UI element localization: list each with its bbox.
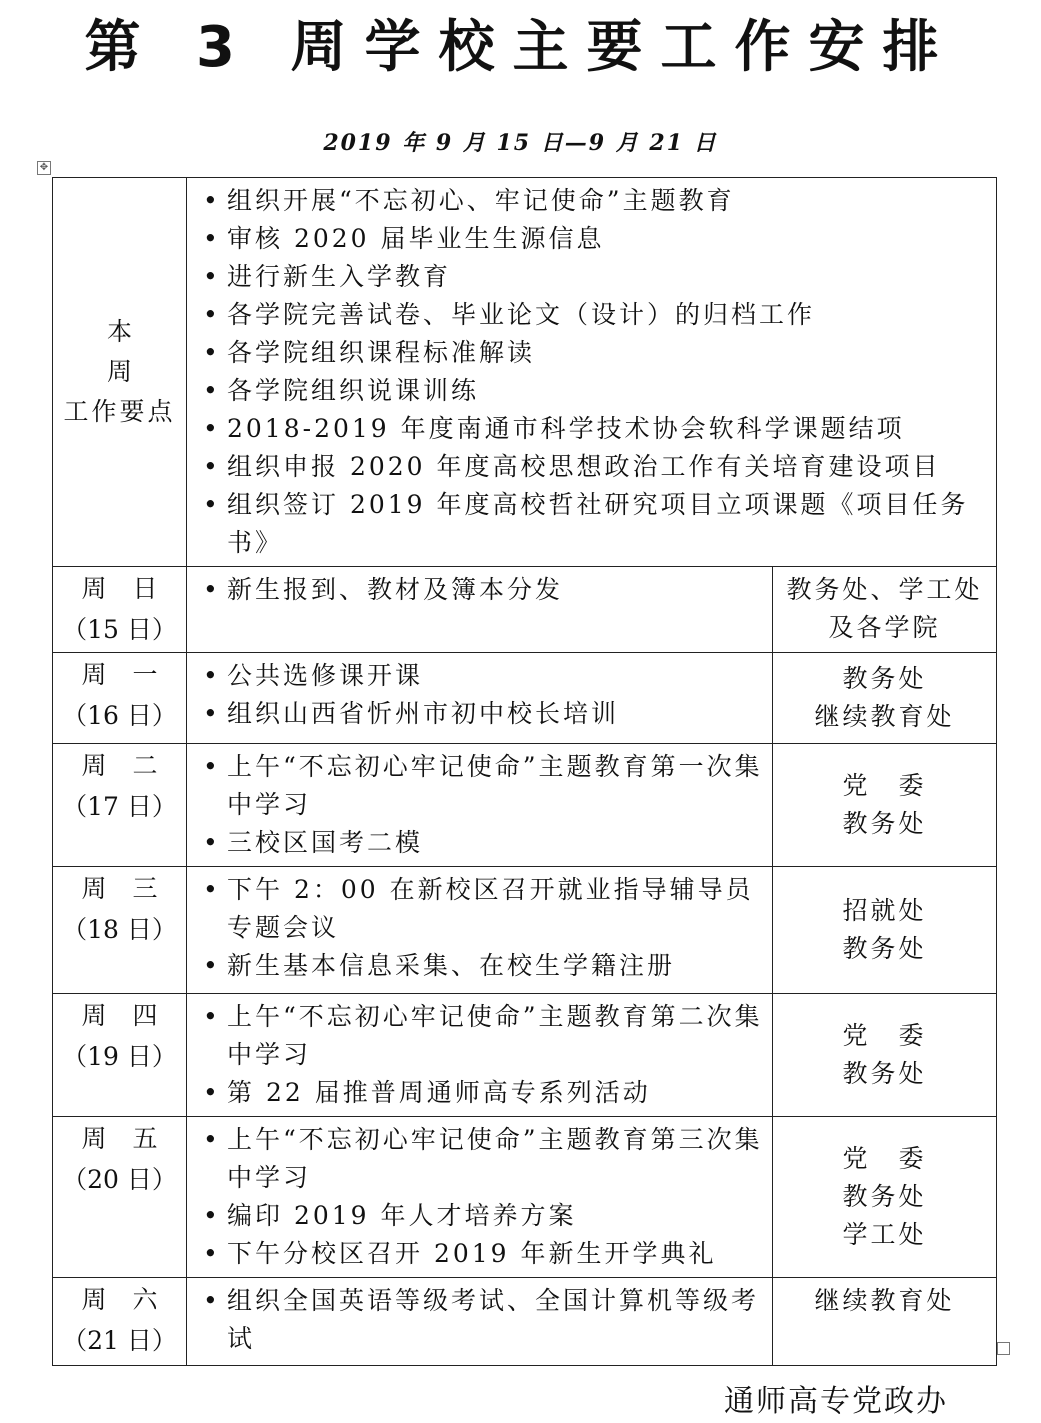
day-name: 周六 bbox=[81, 1285, 184, 1314]
focus-item: • 进行新生入学教育 bbox=[201, 258, 990, 296]
day-name: 周三 bbox=[81, 874, 184, 903]
dept-name: 党 委 bbox=[842, 771, 927, 800]
dept-cell bbox=[773, 1117, 997, 1278]
focus-item: • 各学院组织课程标准解读 bbox=[201, 334, 990, 372]
day-cell bbox=[53, 1117, 187, 1278]
dept-name: 教务处 bbox=[842, 934, 927, 963]
focus-items-cell bbox=[187, 178, 997, 567]
dept-cell bbox=[773, 567, 997, 653]
day-date: （15 日） bbox=[62, 615, 177, 644]
dept-name: 教务处、学工处 bbox=[786, 575, 983, 604]
day-row bbox=[53, 994, 997, 1117]
day-row bbox=[53, 744, 997, 867]
day-item: • 上午“不忘初心牢记使命”主题教育第二次集中学习 bbox=[201, 998, 766, 1074]
day-item: • 上午“不忘初心牢记使命”主题教育第三次集中学习 bbox=[201, 1121, 766, 1197]
focus-row bbox=[53, 178, 997, 567]
focus-item: • 组织开展“不忘初心、牢记使命”主题教育 bbox=[201, 182, 990, 220]
day-item: • 编印 2019 年人才培养方案 bbox=[201, 1197, 766, 1235]
focus-item: • 各学院组织说课训练 bbox=[201, 372, 990, 410]
dept-name: 学工处 bbox=[842, 1220, 927, 1249]
day-date: （19 日） bbox=[62, 1042, 177, 1071]
dept-name: 招就处 bbox=[842, 896, 927, 925]
day-cell bbox=[53, 867, 187, 994]
focus-item: • 各学院完善试卷、毕业论文（设计）的归档工作 bbox=[201, 296, 990, 334]
dept-name: 继续教育处 bbox=[814, 1286, 955, 1315]
day-items-list bbox=[187, 653, 772, 737]
footer-signature: 通师高专党政办 bbox=[724, 1384, 948, 1419]
dept-name: 党 委 bbox=[842, 1021, 927, 1050]
table-resize-handle[interactable] bbox=[997, 1342, 1010, 1355]
focus-list bbox=[187, 178, 996, 566]
focus-item: • 组织签订 2019 年度高校哲社研究项目立项课题《项目任务书》 bbox=[201, 486, 990, 562]
dept-cell bbox=[773, 994, 997, 1117]
day-items-cell bbox=[187, 867, 773, 994]
dept-cell bbox=[773, 653, 997, 744]
dept-name: 教务处 bbox=[842, 809, 927, 838]
schedule-table bbox=[52, 177, 997, 1366]
date-range: 2019 年 9 月 15 日—9 月 21 日 bbox=[323, 130, 718, 156]
day-row bbox=[53, 567, 997, 653]
day-items-cell bbox=[187, 653, 773, 744]
day-cell bbox=[53, 1278, 187, 1366]
day-date: （16 日） bbox=[62, 701, 177, 730]
day-date: （17 日） bbox=[62, 792, 177, 821]
dept-name: 教务处 bbox=[842, 664, 927, 693]
day-items-list bbox=[187, 1117, 772, 1277]
dept-cell bbox=[773, 867, 997, 994]
day-cell bbox=[53, 744, 187, 867]
focus-item: • 组织申报 2020 年度高校思想政治工作有关培育建设项目 bbox=[201, 448, 990, 486]
day-cell bbox=[53, 994, 187, 1117]
day-item: • 第 22 届推普周通师高专系列活动 bbox=[201, 1074, 766, 1112]
focus-item: • 2018-2019 年度南通市科学技术协会软科学课题结项 bbox=[201, 410, 990, 448]
dept-cell bbox=[773, 1278, 997, 1366]
day-item: • 新生报到、教材及簿本分发 bbox=[201, 571, 766, 609]
day-name: 周日 bbox=[81, 574, 184, 603]
day-item: • 组织全国英语等级考试、全国计算机等级考试 bbox=[201, 1282, 766, 1358]
dept-name: 教务处 bbox=[842, 1059, 927, 1088]
day-date: （21 日） bbox=[62, 1326, 177, 1355]
day-row bbox=[53, 867, 997, 994]
dept-name: 继续教育处 bbox=[814, 702, 955, 731]
table-move-handle-icon[interactable]: ✥ bbox=[37, 161, 51, 175]
day-item: • 下午分校区召开 2019 年新生开学典礼 bbox=[201, 1235, 766, 1273]
focus-label-cell bbox=[53, 178, 187, 567]
day-items-list bbox=[187, 567, 772, 613]
focus-label-line2: 工作要点 bbox=[63, 397, 176, 426]
day-row bbox=[53, 1117, 997, 1278]
day-name: 周二 bbox=[81, 751, 184, 780]
day-cell bbox=[53, 653, 187, 744]
day-items-cell bbox=[187, 1278, 773, 1366]
day-items-cell bbox=[187, 1117, 773, 1278]
focus-label-line1: 本周 bbox=[106, 317, 172, 386]
day-items-list bbox=[187, 994, 772, 1116]
day-items-cell bbox=[187, 994, 773, 1117]
day-item: • 三校区国考二模 bbox=[201, 824, 766, 862]
day-item: • 新生基本信息采集、在校生学籍注册 bbox=[201, 947, 766, 985]
day-cell bbox=[53, 567, 187, 653]
day-items-list bbox=[187, 1278, 772, 1362]
dept-name: 教务处 bbox=[842, 1182, 927, 1211]
day-item: • 公共选修课开课 bbox=[201, 657, 766, 695]
day-name: 周一 bbox=[81, 660, 184, 689]
day-items-list bbox=[187, 867, 772, 989]
day-items-cell bbox=[187, 744, 773, 867]
dept-name: 党 委 bbox=[842, 1144, 927, 1173]
day-item: • 上午“不忘初心牢记使命”主题教育第一次集中学习 bbox=[201, 748, 766, 824]
day-date: （20 日） bbox=[62, 1165, 177, 1194]
focus-item: • 审核 2020 届毕业生生源信息 bbox=[201, 220, 990, 258]
day-date: （18 日） bbox=[62, 915, 177, 944]
day-name: 周五 bbox=[81, 1124, 184, 1153]
dept-cell bbox=[773, 744, 997, 867]
day-row bbox=[53, 653, 997, 744]
day-items-cell bbox=[187, 567, 773, 653]
day-items-list bbox=[187, 744, 772, 866]
day-item: • 组织山西省忻州市初中校长培训 bbox=[201, 695, 766, 733]
dept-name: 及各学院 bbox=[828, 613, 941, 642]
day-item: • 下午 2：00 在新校区召开就业指导辅导员专题会议 bbox=[201, 871, 766, 947]
day-row bbox=[53, 1278, 997, 1366]
day-name: 周四 bbox=[81, 1001, 184, 1030]
page-title: 第 3 周学校主要工作安排 bbox=[84, 15, 957, 80]
